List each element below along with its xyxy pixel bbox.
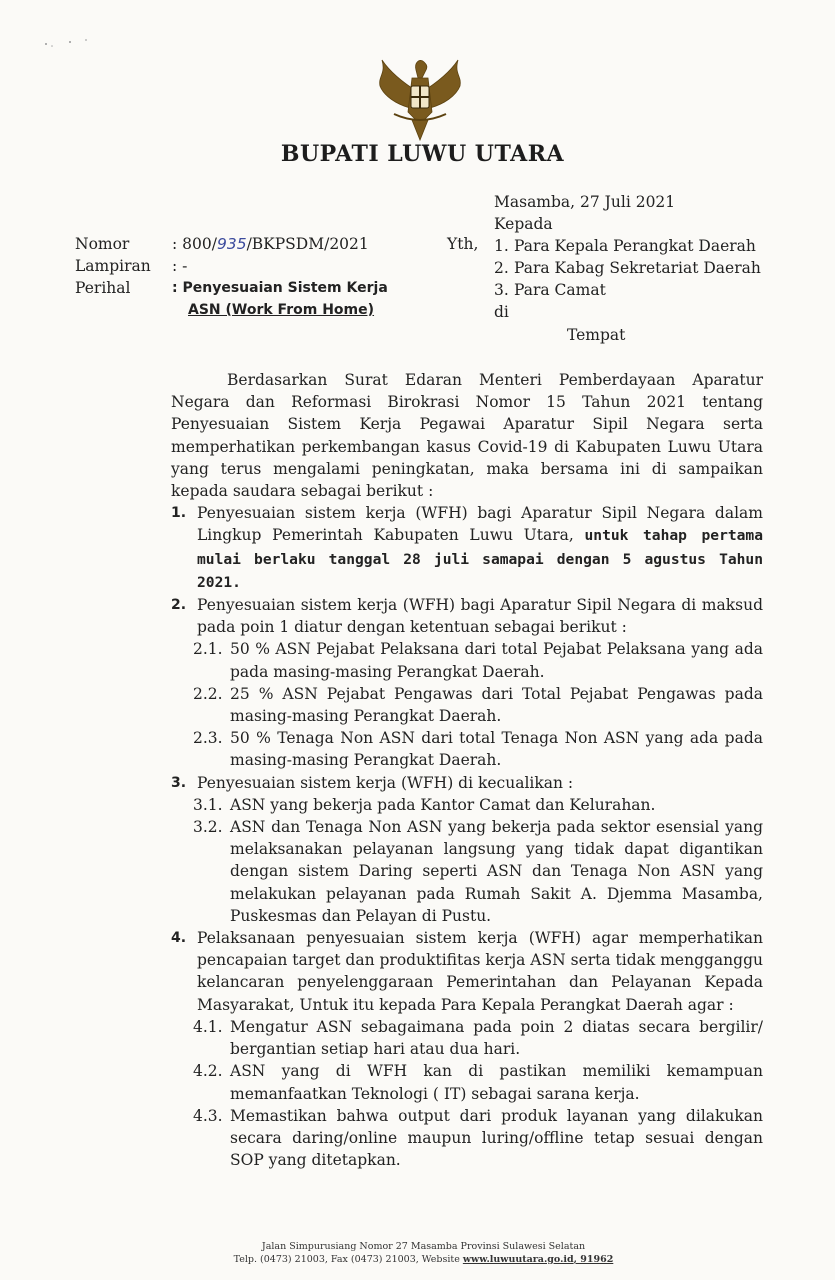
nomor-value	[172, 233, 435, 255]
letter-title: BUPATI LUWU UTARA	[280, 141, 565, 167]
nomor-label: Nomor	[75, 235, 130, 253]
recipient-text: Para Kepala Perangkat Daerah	[514, 237, 756, 255]
lampiran-row	[75, 255, 435, 277]
subpoint-text: ASN dan Tenaga Non ASN yang bekerja pada sektor esensial yang melaksanakan pelayanan langsung yang tidak dapat digantikan dengan sistem Daring seperti ASN dan Tenaga Non ASN yang melakukan pelayanan pada Rumah Sakit A. Djemma Masamba, Puskesmas dan Pelayan di Pustu.	[230, 818, 763, 925]
subpoint-text: Mengatur ASN sebagaimana pada poin 2 diatas secara bergilir/ bergantian setiap hari atau dua hari.	[230, 1017, 763, 1059]
letter-body	[171, 369, 763, 1171]
point-3	[171, 772, 763, 794]
intro-paragraph: Berdasarkan Surat Edaran Menteri Pemberdayaan Aparatur Negara dan Reformasi Birokrasi Nomor 15 Tahun 2021 tentang Penyesuaian Sistem Kerja Pegawai Aparatur Sipil Negara serta memperhatikan perkembangan kasus Covid-19 di Kabupaten Luwu Utara yang terus mengalami peningkatan, maka bersama ini di sampaikan kepada saudara sebagai berikut :	[171, 371, 763, 501]
letterhead-footer	[0, 1240, 835, 1266]
di-label: di	[494, 303, 509, 321]
recipient-num: 1.	[494, 237, 509, 255]
recipient-num: 2.	[494, 259, 509, 277]
point-text: Pelaksanaan penyesuaian sistem kerja (WFH) agar memperhatikan pencapaian target dan produktifitas kerja ASN serta tidak mengganggu kelancaran penyelenggaraan Pemerintahan dan Pelayanan Kepada Masyarakat, Untuk itu kepada Para Kepala Perangkat Daerah agar :	[197, 929, 763, 1014]
nomor-row	[75, 233, 435, 255]
footer-contact	[12, 1253, 835, 1266]
perihal-value-2: ASN (Work From Home)	[188, 302, 375, 318]
recipient-item	[494, 257, 824, 279]
lampiran-label: Lampiran	[75, 257, 151, 275]
perihal-row-2	[75, 299, 435, 321]
subpoint	[193, 638, 763, 682]
subpoint	[193, 1016, 763, 1060]
subpoint-text: ASN yang di WFH kan di pastikan memiliki kemampuan memanfaatkan Teknologi ( IT) sebagai sarana kerja.	[230, 1062, 763, 1103]
point-number: 1.	[171, 505, 187, 522]
garuda-emblem	[372, 52, 468, 144]
point-text: Penyesuaian sistem kerja (WFH) bagi Aparatur Sipil Negara di maksud pada poin 1 diatur dengan ketentuan sebagai berikut :	[197, 596, 763, 637]
kepada-label: Kepada	[494, 215, 553, 233]
letter-meta	[75, 233, 435, 321]
subpoint-number: 3.2.	[193, 818, 223, 837]
point-1	[171, 502, 763, 594]
subpoint-number: 2.3.	[193, 729, 223, 748]
subpoint-text: 50 % Tenaga Non ASN dari total Tenaga Non ASN yang ada pada masing-masing Perangkat Daerah.	[230, 729, 763, 770]
subpoint-number: 2.2.	[193, 684, 223, 703]
nomor-prefix: : 800/	[172, 235, 217, 253]
subpoint	[193, 1060, 763, 1104]
subpoint-number: 4.2.	[193, 1062, 223, 1081]
subpoint-number: 4.3.	[193, 1106, 223, 1125]
point-number: 2.	[171, 597, 187, 614]
place-date: Masamba, 27 Juli 2021	[494, 193, 676, 211]
perihal-value: : Penyesuaian Sistem Kerja	[172, 280, 388, 296]
recipient-item	[494, 279, 824, 301]
recipient-text: Para Kabag Sekretariat Daerah	[514, 259, 761, 277]
point-text	[197, 502, 763, 594]
point-number: 3.	[171, 774, 187, 791]
footer-address: Jalan Simpurusiang Nomor 27 Masamba Provinsi Sulawesi Selatan	[261, 1241, 586, 1252]
recipient-list	[494, 235, 824, 323]
footer-postcode: , 91962	[573, 1254, 614, 1265]
perihal-row	[75, 277, 435, 299]
subpoint	[193, 683, 763, 727]
subpoint-text: 25 % ASN Pejabat Pengawas dari Total Pejabat Pengawas pada masing-masing Perangkat Daerah.	[230, 684, 763, 726]
subpoint-text: Memastikan bahwa output dari produk layanan yang dilakukan secara daring/online maupun luring/offline tetap sesuai dengan SOP yang ditetapkan.	[230, 1106, 763, 1170]
footer-website-link[interactable]: www.luwuutara.go.id	[462, 1254, 574, 1265]
subpoint	[193, 727, 763, 771]
subpoint	[193, 1105, 763, 1172]
point-text: Penyesuaian sistem kerja (WFH) di kecualikan :	[197, 773, 574, 792]
yth-label: Yth,	[447, 235, 479, 253]
subpoint	[193, 816, 763, 927]
point-1-bold: untuk tahap pertama mulai berlaku tanggal 28 juli samapai dengan 5 agustus Tahun 2021.	[197, 527, 763, 591]
lampiran-value: : -	[172, 257, 188, 275]
point-4	[171, 927, 763, 1016]
nomor-suffix: /BKPSDM/2021	[246, 235, 369, 253]
date-block	[494, 191, 814, 235]
subpoint-number: 2.1.	[193, 640, 223, 659]
point-2	[171, 594, 763, 638]
nomor-handwritten: 935	[216, 235, 247, 253]
subpoint-number: 4.1.	[193, 1017, 223, 1036]
scan-specks	[40, 32, 100, 52]
point-1-text: Penyesuaian sistem kerja (WFH) bagi Aparatur Sipil Negara dalam Lingkup Pemerintah Kabupaten Luwu Utara,	[197, 504, 763, 545]
subpoint-text: 50 % ASN Pejabat Pelaksana dari total Pejabat Pelaksana yang ada pada masing-masing Perangkat Daerah.	[230, 640, 763, 681]
tempat-label: Tempat	[567, 326, 626, 344]
subpoint-number: 3.1.	[193, 795, 223, 814]
perihal-label: Perihal	[75, 279, 131, 297]
footer-phone: Telp. (0473) 21003, Fax (0473) 21003, Website	[233, 1254, 463, 1265]
recipient-num: 3.	[494, 281, 509, 299]
subpoint-text: ASN yang bekerja pada Kantor Camat dan Kelurahan.	[230, 795, 656, 814]
point-number: 4.	[171, 930, 187, 947]
recipient-text: Para Camat	[514, 281, 606, 299]
subpoint	[193, 794, 763, 816]
recipient-item	[494, 235, 824, 257]
